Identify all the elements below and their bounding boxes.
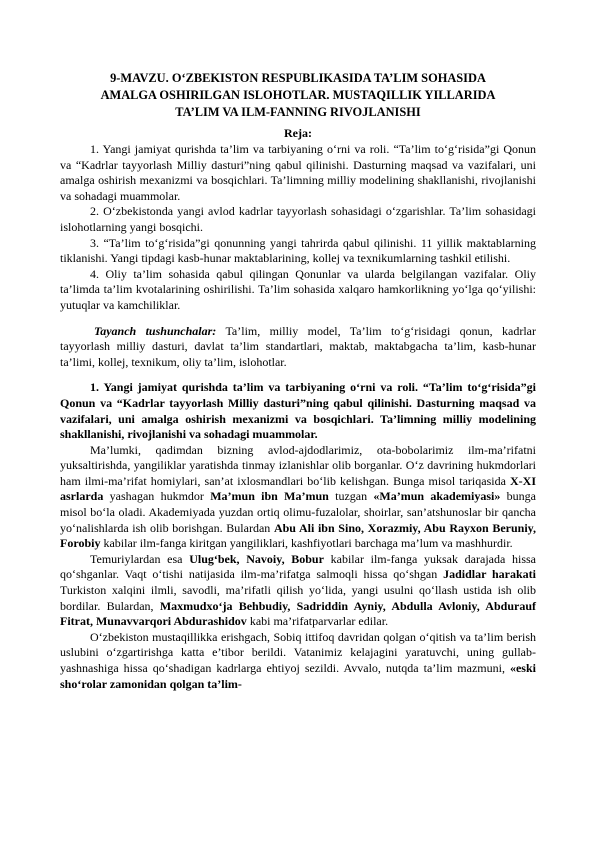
plan-item-3: 3. “Ta’lim to‘g‘risida”gi qonunning yangi tahrirda qabul qilinishi. 11 yillik maktablarning tiklanishi. Yangi tipdagi kasb-hunar maktablarining, kollej va texnikumlarning tashkil etilishi.	[60, 235, 536, 266]
plan-item-2: 2. O‘zbekistonda yangi avlod kadrlar tayyorlash sohasidagi o‘zgarishlar. Ta’lim sohasidagi islohotlarning yangi bosqichi.	[60, 204, 536, 234]
p1-text-5: kabilar ilm-fanga kiritgan yangiliklari, kashfiyotlari barchaga ma’lum va mashhurdir.	[100, 536, 513, 551]
p2-bold-2: Jadidlar harakati	[443, 567, 536, 582]
p2-text-3: Turkiston xalqini ilmli, savodli, ma’rifatli qilish yo‘lida, yangi usulni qo‘llash ustida ish olib bordilar. Bulardan,	[60, 583, 536, 613]
p3-text-1: O‘zbekiston mustaqillikka erishgach, Sobiq ittifoq davridan qolgan o‘qitish va ta’lim berish uslubini o‘zgartirishga katta e’tibor berildi. Vatanimiz kelajagini yaratuvchi, uning gullab-yashnashiga hissa qo‘shadigan kadrlarga ehtiyoj sezildi. Avvalo, nutqda ta’lim mazmuni,	[60, 629, 536, 675]
body-paragraph-3	[60, 630, 536, 692]
p2-text-2: kabilar ilm-fanga yuksak darajada hissa qo‘shganlar. Vaqt o‘tishi natijasida ilm-ma’rifatga salmoqli hissa qo‘shgan	[60, 551, 537, 582]
plan-heading: Reja:	[284, 126, 312, 140]
p1-bold-2: Ma’mun ibn Ma’mun	[210, 489, 329, 504]
p2-bold-3: Maxmudxo‘ja Behbudiy, Sadriddin Ayniy, Abdulla Avloniy, Abdurauf Fitrat, Munavvarqori Abdurashidov	[60, 598, 536, 629]
p2-text-1: Temuriylardan esa	[90, 551, 190, 566]
keywords-paragraph	[60, 324, 536, 371]
p1-text-2: yashagan hukmdor	[103, 489, 211, 504]
keywords-text: Ta’lim, milliy model, Ta’lim to‘g‘risidagi qonun, kadrlar tayyorlash milliy dasturi, davlat ta’lim standartlari, maktab, maktabgacha ta’lim, kasb-hunar ta’limi, kollej, texnikum, oliy ta’lim, islohotlar.	[60, 323, 536, 369]
title-line-3: TA’LIM VA ILM-FANNING RIVOJLANISHI	[175, 105, 421, 119]
page-title	[60, 70, 536, 121]
p1-bold-4: Abu Ali ibn Sino, Xorazmiy, Abu Rayxon Beruniy, Forobiy	[60, 520, 536, 551]
p1-bold-3: «Ma’mun akademiyasi»	[373, 489, 501, 504]
p2-text-4: kabi ma’rifatparvarlar edilar.	[246, 614, 389, 629]
title-line-1: 9-MAVZU. O‘ZBEKISTON RESPUBLIKASIDA TA’LIM SOHASIDA	[110, 71, 486, 85]
p1-bold-1: X-XI asrlarda	[60, 473, 536, 504]
p3-bold-1: «eski sho‘rolar zamonidan qolgan ta’lim-	[60, 661, 536, 691]
body-paragraph-2	[60, 552, 536, 630]
plan-item-4: 4. Oliy ta’lim sohasida qabul qilingan Qonunlar va ularda belgilangan vazifalar. Oliy ta’limda ta’lim kvotalarining oshirilishi. Ta’lim sohasida xalqaro hamkorlikning yo‘lga qo‘yilishi: yutuqlar va kamchiliklar.	[60, 266, 536, 312]
title-line-2: AMALGA OSHIRILGAN ISLOHOTLAR. MUSTAQILLIK YILLARIDA	[100, 88, 496, 102]
section-heading: 1. Yangi jamiyat qurishda ta’lim va tarbiyaning o‘rni va roli. “Ta’lim to‘g‘risida”gi Qonun va “Kadrlar tayyorlash Milliy dasturi”ning qabul qilinishi. Dasturning maqsad va vazifalari, uni amalga oshirish mexanizmi va bosqichlari. Ta’limning milliy modelining shakllanishi, rivojlanishi va sohadagi muammolar.	[60, 380, 536, 442]
p1-text-3: tuzgan	[328, 489, 374, 504]
body-paragraph-1	[60, 443, 536, 552]
p2-bold-1: Ulug‘bek, Navoiy, Bobur	[189, 551, 324, 566]
p1-text-1: Ma’lumki, qadimdan bizning avlod-ajdodlarimiz, ota-bobolarimiz ilm-ma’rifatni yuksaltirishda, yangiliklar yaratishda tinmay izlanishlar olib borganlar. O‘z davrining hukmdorlari ham ilmi-ma’rifat homiylari, san’at ixlosmandlari bo‘lib kelishgan. Bunga misol tariqasida	[60, 442, 536, 488]
p1-text-4: bunga misol bo‘la oladi. Akademiyada yuzdan ortiq olimu-fuzalolar, shoirlar, san’atshunoslar bir qancha yo‘nalishlarda ish olib borishgan. Bulardan	[60, 489, 536, 535]
plan-item-1: 1. Yangi jamiyat qurishda ta’lim va tarbiyaning o‘rni va roli. “Ta’lim to‘g‘risida”gi Qonun va “Kadrlar tayyorlash Milliy dasturi”ning qabul qilinishi. Dasturning maqsad va vazifalari, uni amalga oshirish mexanizmi va bosqichlari. Ta’limning milliy modelining shakllanishi, rivojlanishi va sohadagi muammolar.	[60, 142, 536, 203]
keywords-label: Tayanch tushunchalar:	[94, 323, 217, 338]
